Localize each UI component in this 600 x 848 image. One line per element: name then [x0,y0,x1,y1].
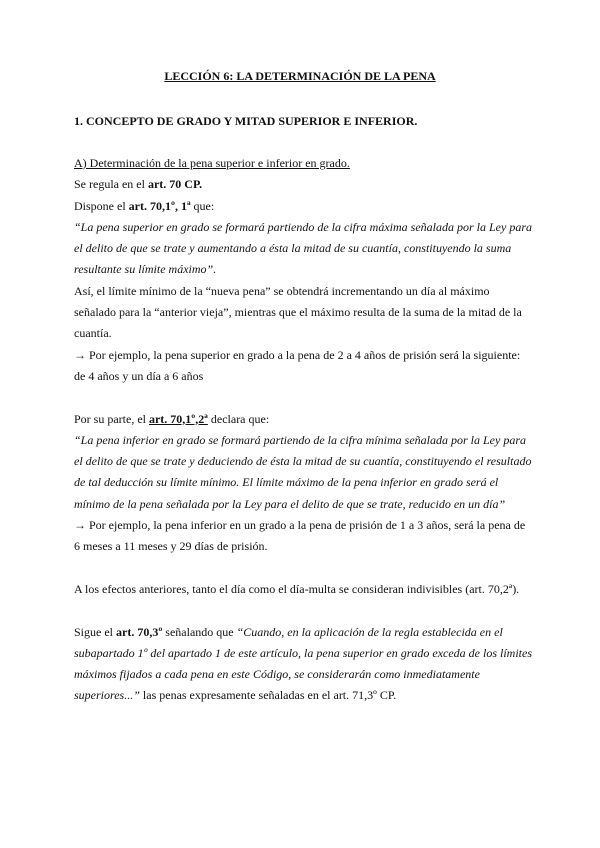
subsection-heading: A) Determinación de la pena superior e inferior en grado. [74,156,350,170]
article-ref: art. 70,3º [116,624,163,639]
example-paragraph: → Por ejemplo, la pena inferior en un grado a la pena de prisión de 1 a 3 años, será la pena de 6 meses a 11 meses y 29 días de prisión. [74,518,526,554]
paragraph-explanation: Así, el límite mínimo de la “nueva pena” se obtendrá incrementando un día al máximo señalado para la “anterior vieja”, mientras que el máximo resulta de la suma de la mitad de la cuantía. [74,283,522,341]
legal-quote: “La pena superior en grado se formará partiendo de la cifra máxima señalada por la Ley para el delito de que se trate y aumentando a ésta la mitad de su cuantía, constituyendo la suma resultante su límite máximo”. [74,219,532,277]
article-ref: art. 70 CP. [147,177,203,192]
section-heading: 1. CONCEPTO DE GRADO Y MITAD SUPERIOR E INFERIOR. [74,114,418,128]
document-body [74,153,532,707]
paragraph-regulation: Se regula en el art. 70 CP. [74,177,203,192]
article-ref: art. 70,1º, 1ª [128,198,191,213]
spacer [74,600,532,621]
article-ref: art. 70,1º,2ª [148,411,208,426]
legal-quote: “Cuando, en la aplicación de la regla establecida en el subapartado 1º del apartado 1 de este artículo, la pena superior en grado exceda de los límites máximos fijados a cada pena en este Código, se considerarán como inmediatamente superiores...” [74,624,532,703]
spacer [74,558,532,579]
paragraph-sigue: Sigue el art. 70,3º señalando que “Cuando, en la aplicación de la regla establecida en el subapartado 1º del apartado 1 de este artículo, la pena superior en grado exceda de los límites máximos fijados a cada pena en este Código, se considerarán como inmediatamente superiores...” las penas expresamente señaladas en el art. 71,3º CP. [74,624,532,703]
legal-quote: “La pena inferior en grado se formará partiendo de la cifra mínima señalada por la Ley para el delito de que se trate y deduciendo de ésta la mitad de su cuantía, constituyendo el resultado de tal deducción su límite mínimo. El límite máximo de la pena inferior en grado será el mínimo de la pena señalada por la Ley para el delito de que se trate, reducido en un día” [74,432,532,511]
paragraph-declara: Por su parte, el art. 70,1º,2ª declara que: [74,411,270,426]
paragraph-dispone: Dispone el art. 70,1º, 1ª que: [74,198,215,213]
spacer [74,387,532,408]
lesson-title: LECCIÓN 6: LA DETERMINACIÓN DE LA PENA [164,69,436,83]
paragraph-indivisibles: A los efectos anteriores, tanto el día como el día-multa se consideran indivisibles (art. 70,2ª). [74,581,520,596]
example-paragraph: → Por ejemplo, la pena superior en grado a la pena de 2 a 4 años de prisión será la siguiente: de 4 años y un día a 6 años [74,347,521,383]
